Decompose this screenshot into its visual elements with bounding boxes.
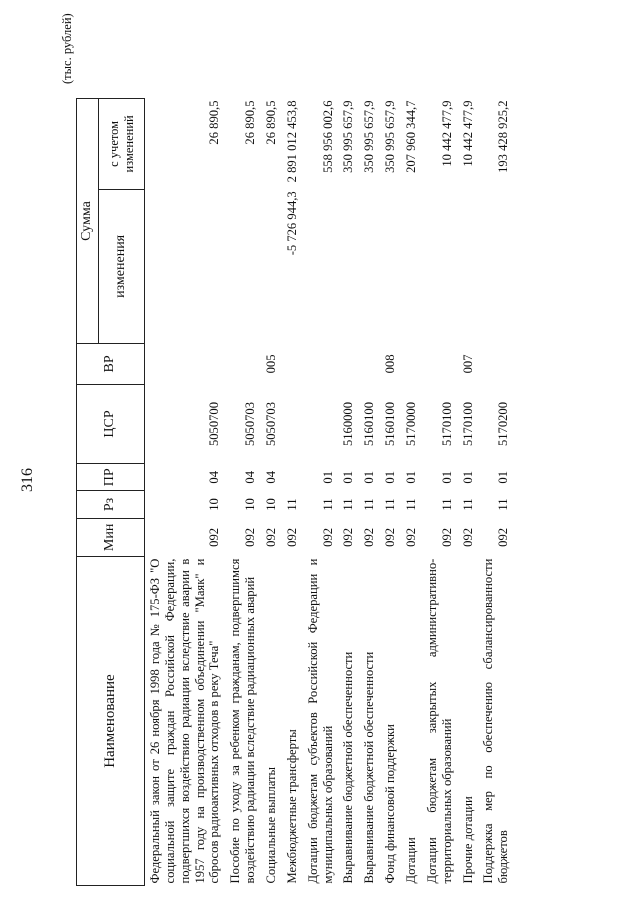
- row-rz: 11: [284, 498, 299, 511]
- budget-table: [76, 98, 514, 886]
- row-change: [478, 189, 514, 343]
- row-min: 092: [284, 527, 299, 547]
- page-number: 316: [19, 468, 36, 492]
- row-rz: 11: [320, 498, 335, 511]
- row-total: 350 995 657,9: [341, 100, 356, 173]
- row-min: 092: [320, 527, 335, 547]
- table-row: [478, 99, 514, 886]
- row-total: 26 890,5: [243, 100, 258, 145]
- row-min: 092: [264, 527, 279, 547]
- row-rz: 11: [439, 498, 454, 511]
- header-min: Мин: [77, 518, 145, 557]
- table-row: [145, 99, 226, 886]
- table-row: [458, 99, 479, 886]
- row-csr: 5160100: [383, 401, 398, 447]
- row-total: 10 442 477,9: [460, 100, 475, 167]
- table-row: [303, 99, 339, 886]
- header-rz: Рз: [77, 491, 145, 518]
- row-vr: [401, 344, 422, 385]
- row-change: [380, 189, 401, 343]
- row-change: [458, 189, 479, 343]
- row-change: [145, 189, 226, 343]
- row-csr: 5170000: [404, 401, 419, 447]
- row-change: [261, 189, 282, 343]
- row-change: -5 726 944,3: [284, 191, 299, 256]
- row-csr: 5050700: [207, 401, 222, 447]
- row-min: 092: [362, 527, 377, 547]
- row-total: 26 890,5: [207, 100, 222, 145]
- table-body: [145, 99, 515, 886]
- row-min: 092: [341, 527, 356, 547]
- row-name: Выравнивание бюджетной обеспеченности: [341, 651, 356, 884]
- row-pr: 01: [320, 471, 335, 484]
- row-csr: 5160100: [362, 401, 377, 447]
- row-name: Поддержка мер по обеспечению сбалансированности бюджетов: [481, 558, 511, 884]
- row-total: 2 891 012 453,8: [284, 100, 299, 183]
- row-rz: 10: [207, 498, 222, 511]
- table-row: [359, 99, 380, 886]
- row-pr: 04: [243, 471, 258, 484]
- row-change: [225, 189, 261, 343]
- row-vr: [303, 344, 339, 385]
- row-csr: 5170100: [439, 401, 454, 447]
- row-vr: 008: [383, 354, 398, 374]
- row-change: [338, 189, 359, 343]
- table-row: [225, 99, 261, 886]
- row-rz: 11: [460, 498, 475, 511]
- row-change: [359, 189, 380, 343]
- row-vr: [282, 344, 303, 385]
- row-vr: [422, 344, 458, 385]
- row-vr: [145, 344, 226, 385]
- row-name: Социальные выплаты: [264, 766, 279, 884]
- table-row: [380, 99, 401, 886]
- row-min: 092: [207, 527, 222, 547]
- row-name: Дотации бюджетам закрытых административно-территориальных образований: [424, 558, 454, 884]
- row-total: 350 995 657,9: [362, 100, 377, 173]
- row-csr: 5050703: [264, 401, 279, 447]
- row-pr: 01: [439, 471, 454, 484]
- row-vr: [338, 344, 359, 385]
- row-vr: 007: [460, 354, 475, 374]
- units-label: (тыс. рублей): [60, 13, 74, 84]
- row-rz: 11: [496, 498, 511, 511]
- row-pr: [282, 464, 303, 491]
- row-name: Межбюджетные трансферты: [284, 729, 299, 884]
- row-rz: 11: [383, 498, 398, 511]
- row-total: 10 442 477,9: [439, 100, 454, 167]
- row-name: Пособие по уходу за ребенком гражданам, подвергшимся воздействию радиации вследствие радиационных аварий: [228, 558, 258, 884]
- row-change: [401, 189, 422, 343]
- row-total: 26 890,5: [264, 100, 279, 145]
- row-rz: 11: [341, 498, 356, 511]
- table-row: [338, 99, 359, 886]
- row-change: [422, 189, 458, 343]
- header-pr: ПР: [77, 464, 145, 491]
- row-csr: 5050703: [243, 401, 258, 447]
- row-name: Дотации: [404, 837, 419, 884]
- row-total: 350 995 657,9: [383, 100, 398, 173]
- row-name: Дотации бюджетам субъектов Российской Федерации и муниципальных образований: [305, 558, 335, 884]
- row-vr: [359, 344, 380, 385]
- row-min: 092: [383, 527, 398, 547]
- row-pr: 01: [362, 471, 377, 484]
- row-csr: 5170100: [460, 401, 475, 447]
- header-changes: изменения: [99, 189, 145, 343]
- header-vr: ВР: [77, 344, 145, 385]
- header-csr: ЦСР: [77, 384, 145, 463]
- table-row: [261, 99, 282, 886]
- row-pr: 01: [404, 471, 419, 484]
- header-sum: Сумма: [77, 99, 99, 344]
- row-min: 092: [404, 527, 419, 547]
- row-name: Выравнивание бюджетной обеспеченности: [362, 651, 377, 884]
- row-total: 207 960 344,7: [404, 100, 419, 173]
- row-pr: 01: [460, 471, 475, 484]
- row-name: Фонд финансовой поддержки: [383, 724, 398, 884]
- row-pr: 04: [207, 471, 222, 484]
- row-rz: 11: [404, 498, 419, 511]
- header-name: Наименование: [77, 557, 145, 886]
- table-row: [422, 99, 458, 886]
- row-csr: [282, 384, 303, 463]
- row-rz: 10: [243, 498, 258, 511]
- table-row: [282, 99, 303, 886]
- row-pr: 01: [496, 471, 511, 484]
- table-row: [401, 99, 422, 886]
- row-min: 092: [243, 527, 258, 547]
- row-csr: [303, 384, 339, 463]
- row-min: 092: [496, 527, 511, 547]
- row-total: 193 428 925,2: [496, 100, 511, 173]
- row-csr: 5170200: [496, 401, 511, 447]
- row-name: Прочие дотации: [460, 796, 475, 884]
- header-with-changes: с учетом изменений: [99, 99, 145, 190]
- row-change: [303, 189, 339, 343]
- row-rz: 11: [362, 498, 377, 511]
- row-pr: 04: [264, 471, 279, 484]
- row-total: 558 956 002,6: [320, 100, 335, 173]
- row-pr: 01: [383, 471, 398, 484]
- row-rz: 10: [264, 498, 279, 511]
- row-min: 092: [460, 527, 475, 547]
- row-vr: [478, 344, 514, 385]
- row-vr: 005: [264, 354, 279, 374]
- row-name: Федеральный закон от 26 ноября 1998 года № 175-ФЗ "О социальной защите граждан Российской Федерации, подвергшихся воздействию радиации вследствие аварии в 1957 году на производственном объединении "Маяк" и сбросов радиоактивных отходов в реку Теча": [148, 558, 222, 884]
- row-csr: 5160000: [341, 401, 356, 447]
- row-min: 092: [439, 527, 454, 547]
- row-pr: 01: [341, 471, 356, 484]
- row-vr: [225, 344, 261, 385]
